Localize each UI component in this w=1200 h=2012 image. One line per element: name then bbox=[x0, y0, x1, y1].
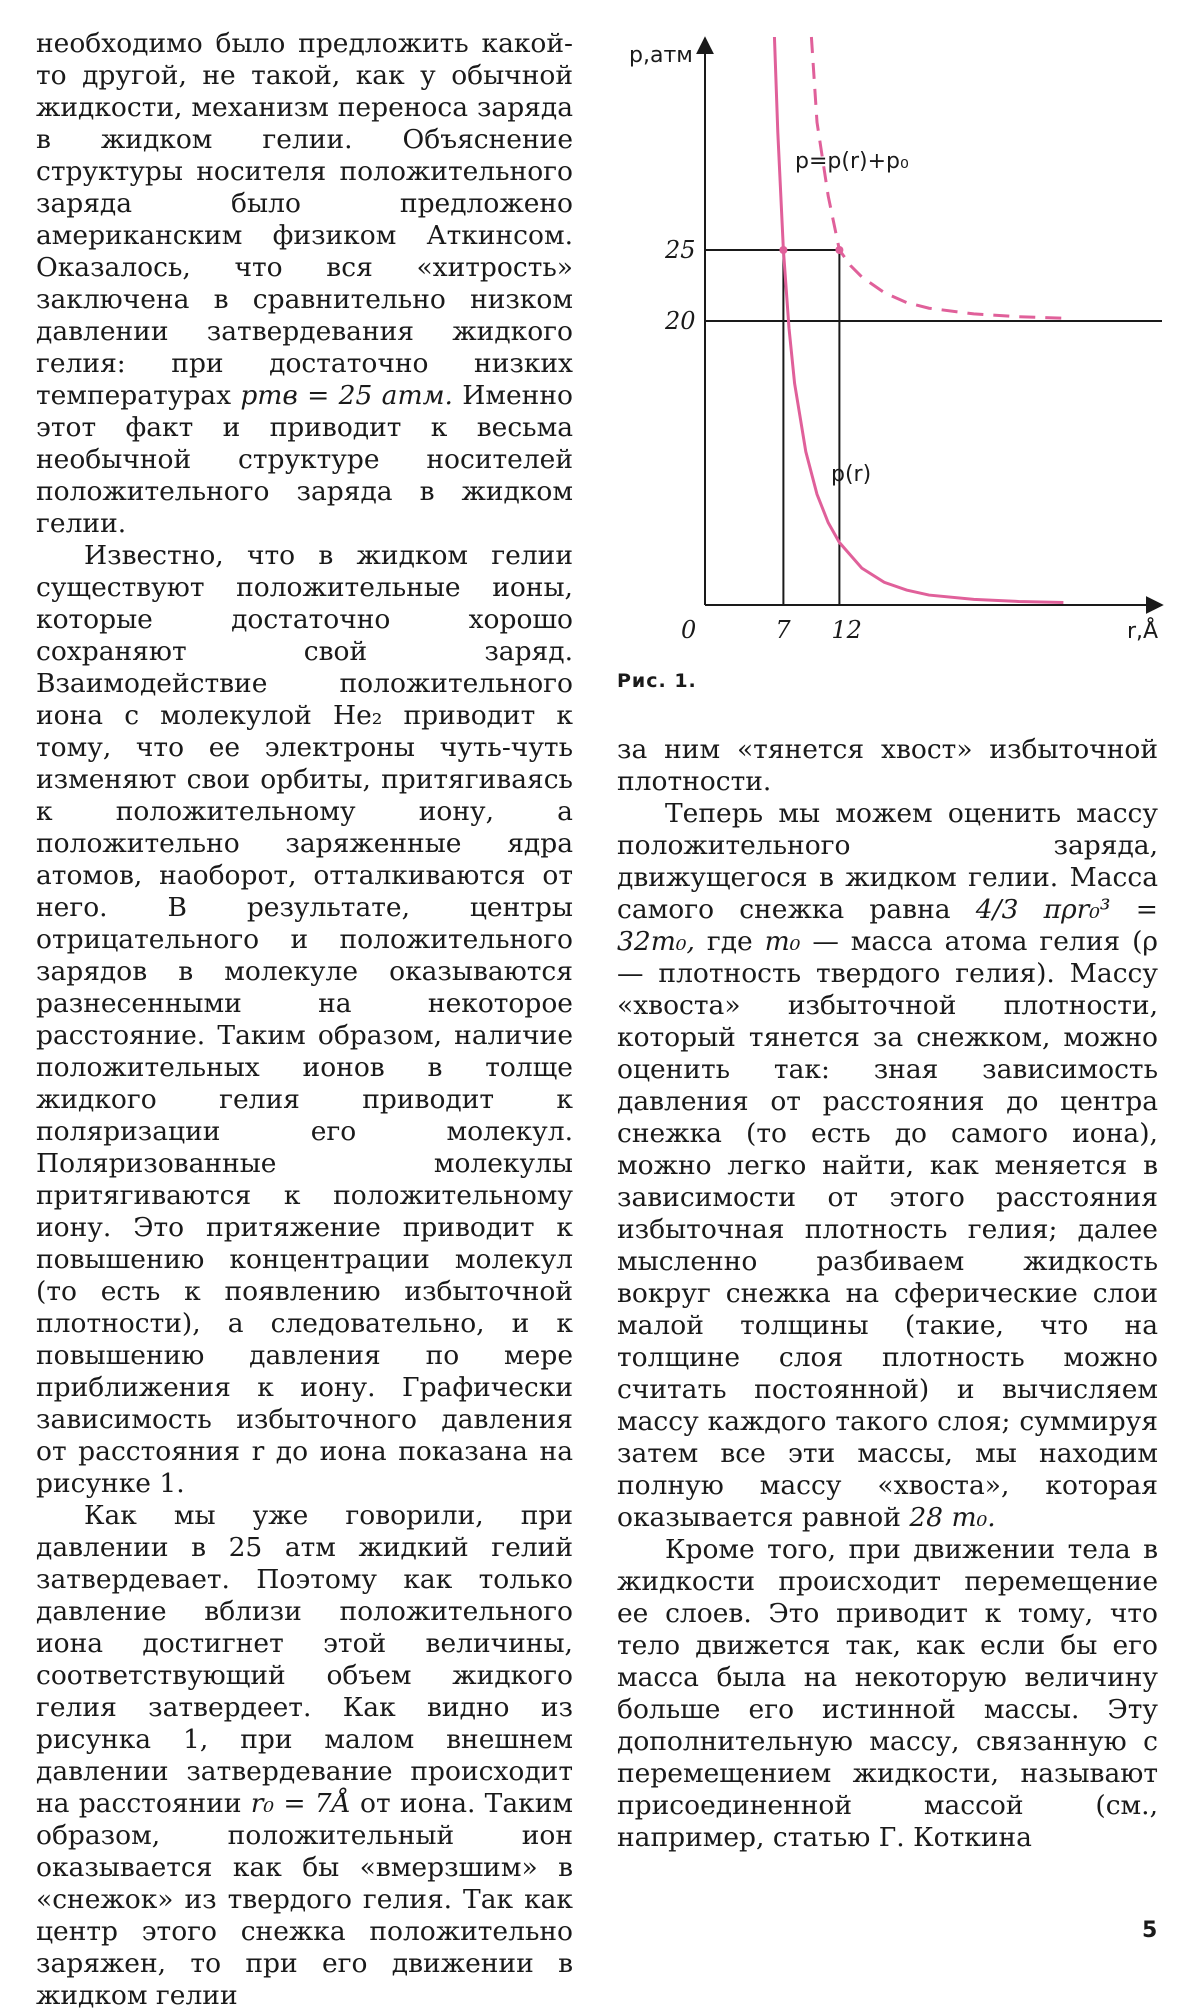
paragraph: за ним «тянется хвост» избыточной плотности. bbox=[617, 734, 1158, 797]
series-label: p=p(r)+p₀ bbox=[795, 149, 909, 174]
y-axis-label: p,атм bbox=[629, 43, 693, 68]
figure-caption: Рис. 1. bbox=[617, 670, 697, 692]
intersection-dot bbox=[835, 246, 843, 254]
right-column bbox=[617, 734, 1158, 1854]
x-tick-label: 7 bbox=[775, 616, 791, 644]
series-label: p(r) bbox=[831, 462, 872, 487]
figure-1 bbox=[617, 28, 1177, 718]
page-number: 5 bbox=[1142, 1918, 1158, 1943]
formula: r₀ = 7Å bbox=[250, 1788, 351, 1819]
formula: 28 m₀. bbox=[909, 1502, 996, 1533]
series-line-shifted bbox=[811, 37, 1063, 318]
x-axis-label: r,Å bbox=[1127, 619, 1159, 644]
paragraph: Теперь мы можем оценить массу положительного заряда, движущегося в жидком гелии. Масса самого снежка равна 4/3 πρr₀³ = 32m₀, где m₀ — масса атома гелия (ρ — плотность твердого гелия). Массу «хвоста» избыточной плотности, который тянется за снежком, можно оценить так: зная зависимость давления от расстояния до центра снежка (то есть до самого иона), можно легко найти, как меняется в зависимости от этого расстояния избыточная плотность гелия; далее мысленно разбиваем жидкость вокруг снежка на сферические слои малой толщины (такие, что на толщине слоя плотность можно считать постоянной) и вычисляем массу каждого такого слоя; суммируя затем все эти массы, мы находим полную массу «хвоста», которая оказывается равной 28 m₀. bbox=[617, 798, 1158, 1533]
y-tick-label: 20 bbox=[665, 307, 696, 335]
paragraph: Известно, что в жидком гелии существуют положительные ионы, которые достаточно хорошо сохраняют свой заряд. Взаимодействие положительного иона с молекулой He₂ приводит к тому, что ее электроны чуть-чуть изменяют свои орбиты, притягиваясь к положительному иону, а положительно заряженные ядра атомов, наоборот, отталкиваются от него. В результате, центры отрицательного и положительного зарядов в молекуле оказываются разнесенными на некоторое расстояние. Таким образом, наличие положительных ионов в толще жидкого гелия приводит к поляризации его молекул. Поляризованные молекулы притягиваются к положительному иону. Это притяжение приводит к повышению концентрации молекул (то есть к появлению избыточной плотности), а следовательно, и к повышению давления по мере приближения к иону. Графически зависимость избыточного давления от расстояния r до иона показана на рисунке 1. bbox=[36, 540, 573, 1499]
formula: pтв = 25 атм. bbox=[240, 380, 453, 411]
paragraph: необходимо было предложить какой-то другой, не такой, как у обычной жидкости, механизм переноса заряда в жидком гелии. Объяснение структуры носителя положительного заряда было предложено американским физиком Аткинсом. Оказалось, что вся «хитрость» заключена в сравнительно низком давлении затвердевания жидкого гелия: при достаточно низких температурах pтв = 25 атм. Именно этот факт и приводит к весьма необычной структуре носителей положительного заряда в жидком гелии. bbox=[36, 28, 573, 539]
pressure-chart bbox=[617, 28, 1177, 668]
paragraph: Как мы уже говорили, при давлении в 25 атм жидкий гелий затвердевает. Поэтому как только давление вблизи положительного иона достигнет этой величины, соответствующий объем жидкого гелия затвердеет. Как видно из рисунка 1, при малом внешнем давлении затвердевание происходит на расстоянии r₀ = 7Å от иона. Таким образом, положительный ион оказывается как бы «вмерзшим» в «снежок» из твердого гелия. Так как центр этого снежка положительно заряжен, то при его движении в жидком гелии bbox=[36, 1500, 573, 2011]
y-tick-label: 25 bbox=[665, 236, 696, 264]
formula: 4/3 πρr₀³ = 32m₀, bbox=[617, 894, 1158, 957]
formula: m₀ bbox=[764, 926, 801, 957]
x-tick-label: 0 bbox=[681, 616, 697, 644]
paragraph: Кроме того, при движении тела в жидкости происходит перемещение ее слоев. Это приводит к тому, что тело движется так, как если бы его масса была на некоторую величину больше его истинной массы. Эту дополнительную массу, связанную с перемещением жидкости, называют присоединенной массой (см., например, статью Г. Коткина bbox=[617, 1534, 1158, 1853]
left-column bbox=[36, 28, 573, 2012]
x-tick-label: 12 bbox=[831, 616, 862, 644]
intersection-dot bbox=[779, 246, 787, 254]
